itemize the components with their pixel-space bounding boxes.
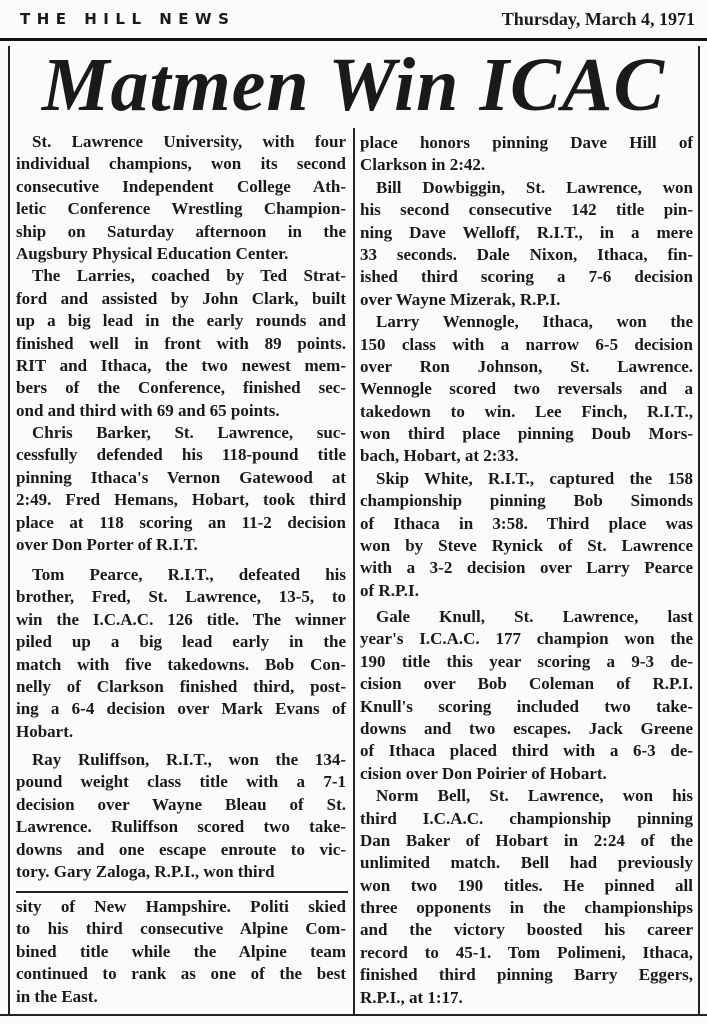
text-block bbox=[360, 132, 693, 602]
paragraph bbox=[360, 606, 693, 785]
text-line: finished third pinning Barry Eggers, bbox=[360, 965, 693, 985]
text-line: ond and third with 69 and 65 points. bbox=[16, 400, 280, 420]
text-line: Dan Baker of Hobart in 2:24 of the bbox=[360, 830, 693, 850]
text-line: over Don Porter of R.I.T. bbox=[16, 535, 198, 555]
text-line: 33 seconds. Dale Nixon, Ithaca, fin- bbox=[360, 244, 693, 264]
text-line: won third place pinning Doub Mors- bbox=[360, 424, 693, 444]
text-line: consecutive Independent College Ath- bbox=[16, 176, 346, 196]
text-line: Bill Dowbiggin, St. Lawrence, won bbox=[376, 177, 693, 197]
text-line: unlimited match. Bell had previously bbox=[360, 853, 693, 873]
text-line: 190 title this year scoring a 9-3 de- bbox=[360, 651, 693, 671]
text-line: RIT and Ithaca, the two newest mem- bbox=[16, 355, 346, 375]
text-line: nelly of Clarkson finished third, post- bbox=[16, 676, 346, 696]
text-line: Knull's scoring included two take- bbox=[360, 696, 693, 716]
text-line: continued to rank as one of the best bbox=[16, 964, 346, 984]
text-line: Clarkson in 2:42. bbox=[360, 155, 486, 175]
text-line: Hobart. bbox=[16, 721, 74, 741]
text-block bbox=[16, 749, 346, 883]
text-line: place honors pinning Dave Hill of bbox=[360, 133, 693, 152]
newspaper-name: THE HILL NEWS bbox=[20, 10, 236, 28]
text-line: win the I.C.A.C. 126 title. The winner bbox=[16, 609, 346, 629]
text-line: brother, Fred, St. Lawrence, 13-5, to bbox=[16, 587, 346, 607]
text-line: in the East. bbox=[16, 986, 98, 1006]
story-separator-rule bbox=[16, 891, 348, 893]
text-block bbox=[16, 564, 346, 743]
text-line: finished well in front with 89 points. bbox=[16, 333, 346, 353]
issue-date: Thursday, March 4, 1971 bbox=[501, 9, 695, 29]
text-line: Lawrence. Ruliffson scored two take- bbox=[16, 817, 346, 837]
text-line: ing a 6-4 decision over Mark Evans of bbox=[16, 699, 346, 719]
text-line: takedown to win. Lee Finch, R.I.T., bbox=[360, 401, 693, 421]
text-line: Skip White, R.I.T., captured the 158 bbox=[376, 468, 693, 488]
text-line: tory. Gary Zaloga, R.P.I., won third bbox=[16, 861, 275, 881]
text-line: record to 45-1. Tom Polimeni, Ithaca, bbox=[360, 942, 693, 962]
text-line: of R.P.I. bbox=[360, 580, 419, 600]
text-line: over Wayne Mizerak, R.P.I. bbox=[360, 289, 561, 309]
text-line: ning Dave Welloff, R.I.T., in a mere bbox=[360, 222, 693, 242]
paragraph bbox=[360, 468, 693, 602]
text-block bbox=[16, 131, 346, 556]
text-line: Wennogle scored two reversals and a bbox=[360, 379, 693, 399]
text-line: match with five takedowns. Bob Con- bbox=[16, 654, 346, 674]
text-line: of Ithaca in 3:58. Third place was bbox=[360, 513, 693, 533]
text-line: ship on Saturday afternoon in the bbox=[16, 221, 346, 241]
text-line: third I.C.A.C. championship pinning bbox=[360, 808, 693, 828]
text-line: place at 118 scoring an 11-2 decision bbox=[16, 512, 346, 532]
text-line: won by Steve Rynick of St. Lawrence bbox=[360, 536, 693, 556]
text-line: downs and two escapes. Jack Greene bbox=[360, 718, 693, 738]
paragraph bbox=[360, 785, 693, 1009]
text-line: R.P.I., at 1:17. bbox=[360, 987, 463, 1007]
text-line: of Ithaca placed third with a 6-3 de- bbox=[360, 741, 693, 761]
paragraph bbox=[16, 422, 346, 556]
text-line: 150 class with a narrow 6-5 decision bbox=[360, 334, 693, 354]
paragraph bbox=[16, 131, 346, 265]
text-line: St. Lawrence University, with four bbox=[32, 132, 346, 151]
text-line: championship pinning Bob Simonds bbox=[360, 491, 693, 511]
text-line: Larry Wennogle, Ithaca, won the bbox=[376, 312, 693, 332]
text-line: piled up a big lead early in the bbox=[16, 632, 346, 652]
text-line: over Ron Johnson, St. Lawrence. bbox=[360, 356, 693, 376]
text-line: The Larries, coached by Ted Strat- bbox=[32, 266, 346, 286]
paragraph bbox=[16, 564, 346, 743]
text-line: Gale Knull, St. Lawrence, last bbox=[376, 607, 693, 626]
text-line: letic Conference Wrestling Champion- bbox=[16, 199, 346, 219]
text-line: bers of the Conference, finished sec- bbox=[16, 378, 346, 398]
paragraph bbox=[360, 132, 693, 177]
paragraph bbox=[16, 265, 346, 422]
paragraph bbox=[16, 896, 346, 1008]
text-line: cessfully defended his 118-pound title bbox=[16, 445, 346, 465]
text-line: downs and one escape enroute to vic- bbox=[16, 839, 346, 859]
text-line: ished third scoring a 7-6 decision bbox=[360, 267, 693, 287]
column-divider bbox=[353, 128, 355, 1016]
text-line: Augsbury Physical Education Center. bbox=[16, 243, 289, 263]
text-line: individual champions, won its second bbox=[16, 154, 346, 174]
text-line: three opponents in the championships bbox=[360, 898, 693, 918]
text-line: bach, Hobart, at 2:33. bbox=[360, 446, 519, 466]
text-line: decision over Wayne Bleau of St. bbox=[16, 794, 346, 814]
paragraph bbox=[360, 311, 693, 468]
text-line: up a big lead in the early rounds and bbox=[16, 311, 346, 331]
text-line: and the victory boosted his career bbox=[360, 920, 693, 940]
text-line: Chris Barker, St. Lawrence, suc- bbox=[32, 423, 346, 443]
text-line: with a 3-2 decision over Larry Pearce bbox=[360, 558, 693, 578]
text-line: won two 190 titles. He pinned all bbox=[360, 875, 693, 895]
text-line: 2:49. Fred Hemans, Hobart, took third bbox=[16, 490, 346, 510]
text-line: cision over Don Poirier of Hobart. bbox=[360, 763, 607, 783]
text-line: cision over Bob Coleman of R.P.I. bbox=[360, 674, 693, 694]
text-line: year's I.C.A.C. 177 champion won the bbox=[360, 629, 693, 649]
paragraph bbox=[360, 177, 693, 311]
text-block bbox=[16, 896, 346, 1008]
text-block bbox=[360, 606, 693, 1009]
text-line: sity of New Hampshire. Politi skied bbox=[16, 897, 346, 916]
text-line: bined title while the Alpine team bbox=[16, 941, 346, 961]
paragraph bbox=[16, 749, 346, 883]
bottom-rule bbox=[0, 1014, 707, 1016]
text-line: pound weight class title with a 7-1 bbox=[16, 772, 346, 792]
text-line: pinning Ithaca's Vernon Gatewood at bbox=[16, 467, 346, 487]
headline: Matmen Win ICAC bbox=[41, 43, 666, 127]
text-line: his second consecutive 142 title pin- bbox=[360, 200, 693, 220]
text-line: to his third consecutive Alpine Com- bbox=[16, 919, 346, 939]
text-line: Norm Bell, St. Lawrence, won his bbox=[376, 786, 693, 806]
text-line: ford and assisted by John Clark, built bbox=[16, 288, 346, 308]
text-line: Tom Pearce, R.I.T., defeated his bbox=[32, 565, 346, 584]
text-line: Ray Ruliffson, R.I.T., won the 134- bbox=[32, 750, 346, 769]
